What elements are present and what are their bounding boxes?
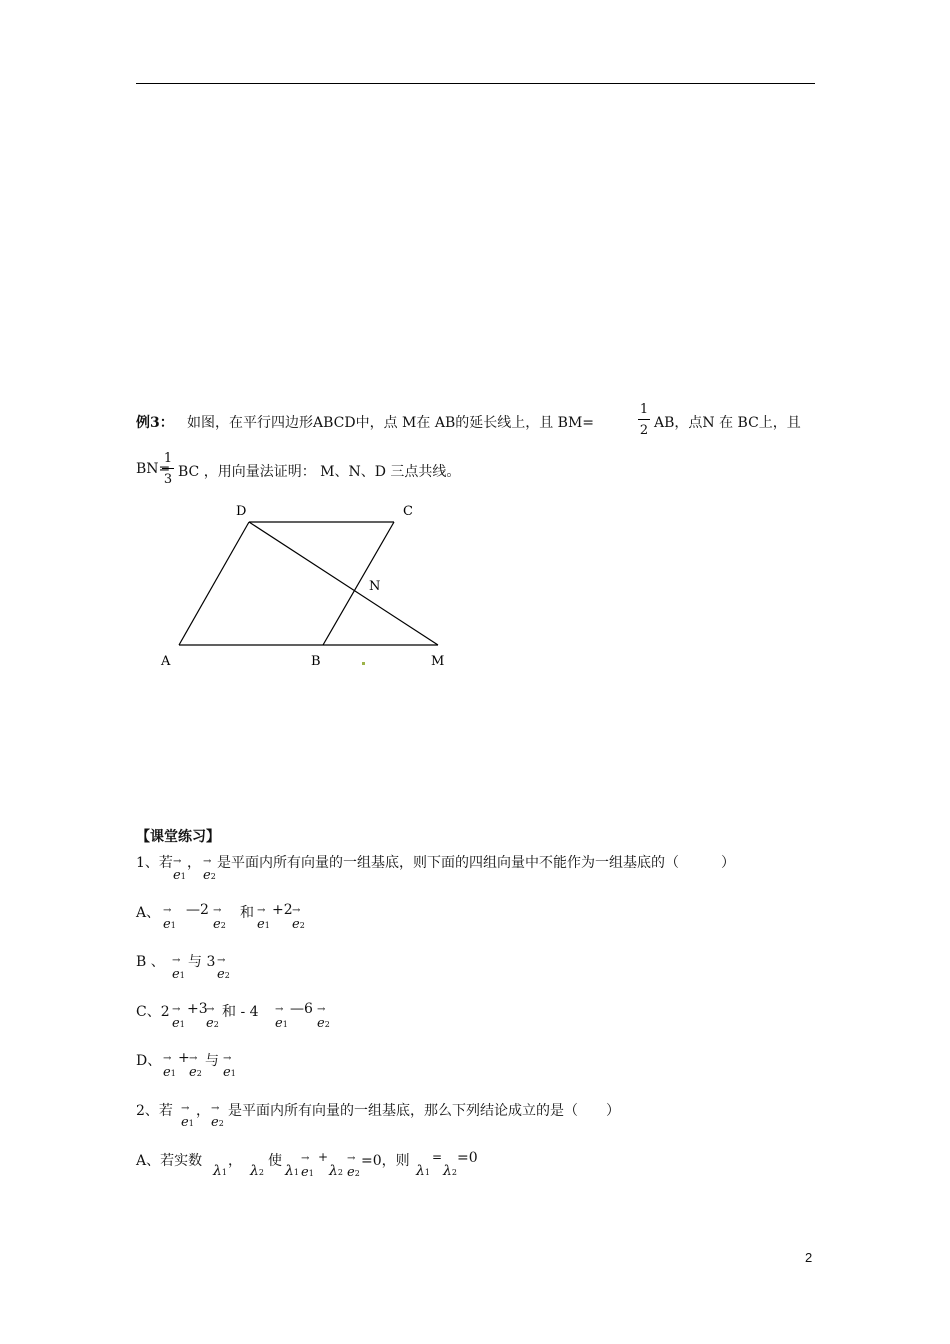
vector-e1: → e1 [275, 1004, 288, 1031]
q2-option-a-plus: + [318, 1150, 329, 1164]
vector-e2: → e2 [211, 1103, 224, 1130]
option-d-text2: 与 [205, 1053, 219, 1069]
vector-e2: → e2 [292, 905, 305, 932]
option-b-text1: 与 3 [188, 954, 216, 970]
label-m: M [431, 654, 445, 669]
option-d-prefix: D、 [136, 1053, 162, 1069]
segment-dm [249, 522, 438, 645]
q2-option-a-shi: 使 [268, 1153, 282, 1169]
option-c-text2: 和 - 4 [222, 1004, 259, 1020]
option-a-prefix: A、 [136, 905, 161, 921]
stray-dot [362, 662, 365, 665]
example-text-line1a: 如图，在平行四边形ABCD中，点 M在 AB的延长线上，且 BM= [187, 415, 595, 431]
q2-option-a-equals: = [432, 1150, 443, 1164]
fraction2-numerator: 1 [163, 451, 173, 466]
q2-option-a-eq: =0，则 [361, 1153, 410, 1169]
page-number: 2 [805, 1250, 813, 1265]
vector-e2: → e2 [347, 1153, 360, 1180]
q2-separator: ， [196, 1103, 210, 1119]
vector-e1: → e1 [223, 1053, 236, 1080]
q2-prefix: 2、若 [136, 1103, 173, 1119]
vector-e2: → e2 [189, 1053, 202, 1080]
fraction2-bar [162, 468, 174, 469]
label-d: D [236, 504, 247, 519]
lambda-2: λ2 [329, 1163, 343, 1179]
vector-e1: → e1 [181, 1103, 194, 1130]
fraction1-bar [638, 419, 650, 420]
q2-option-a-comma: ， [228, 1153, 242, 1169]
q1-text: 是平面内所有向量的一组基底，则下面的四组向量中不能作为一组基底的（ ） [217, 855, 735, 871]
option-b-prefix: B 、 [136, 954, 165, 970]
lambda-1: λ1 [416, 1163, 430, 1179]
vector-e2: → e2 [217, 955, 230, 982]
label-a: A [161, 654, 171, 669]
option-a-text3: +2 [272, 902, 293, 918]
lambda-1: λ1 [213, 1163, 227, 1179]
vector-e2: → e2 [213, 905, 226, 932]
parallelogram-figure [150, 495, 460, 675]
vector-e1: → e1 [163, 905, 176, 932]
label-b: B [311, 654, 321, 669]
q1-separator: ， [187, 855, 201, 871]
vector-e1: → e1 [301, 1153, 314, 1180]
example-text-line2b: BC ，用向量法证明： M、N、D 三点共线。 [178, 464, 461, 480]
segment-da [179, 522, 249, 645]
vector-e1: → e1 [172, 1004, 185, 1031]
q2-option-a-end: =0 [457, 1150, 478, 1166]
q2-text: 是平面内所有向量的一组基底，那么下列结论成立的是（ ） [228, 1103, 620, 1119]
option-a-text2: 和 [240, 905, 254, 921]
q2-option-a-prefix: A、若实数 [136, 1153, 203, 1169]
vector-e2: → e2 [206, 1004, 219, 1031]
lambda-2: λ2 [250, 1163, 264, 1179]
vector-e1: → e1 [163, 1053, 176, 1080]
option-c-prefix: C、2 [136, 1004, 170, 1020]
vector-e1: → e1 [172, 955, 185, 982]
lambda-1: λ1 [285, 1163, 299, 1179]
example-text-line1b: AB，点N 在 BC上，且 [654, 415, 801, 431]
fraction2-denominator: 3 [163, 472, 173, 487]
q1-prefix: 1、若 [136, 855, 173, 871]
fraction1-denominator: 2 [639, 423, 649, 438]
header-rule [136, 83, 815, 84]
label-n: N [369, 579, 381, 594]
segment-cb [323, 522, 394, 645]
label-c: C [403, 504, 413, 519]
vector-e2: → e2 [317, 1004, 330, 1031]
lambda-2: λ2 [443, 1163, 457, 1179]
vector-e1: → e1 [257, 905, 270, 932]
option-a-text1: —2 [186, 902, 209, 918]
vector-e2: → e2 [203, 856, 216, 883]
practice-heading: 【课堂练习】 [136, 829, 220, 845]
vector-e1: → e1 [173, 856, 186, 883]
option-c-text3: —6 [290, 1001, 313, 1017]
example-text-line2a: BN= [136, 461, 171, 477]
option-c-text1: +3 [187, 1001, 208, 1017]
fraction1-numerator: 1 [639, 402, 649, 417]
option-d-text1: + [178, 1050, 190, 1066]
example-label: 例3： [136, 415, 174, 431]
